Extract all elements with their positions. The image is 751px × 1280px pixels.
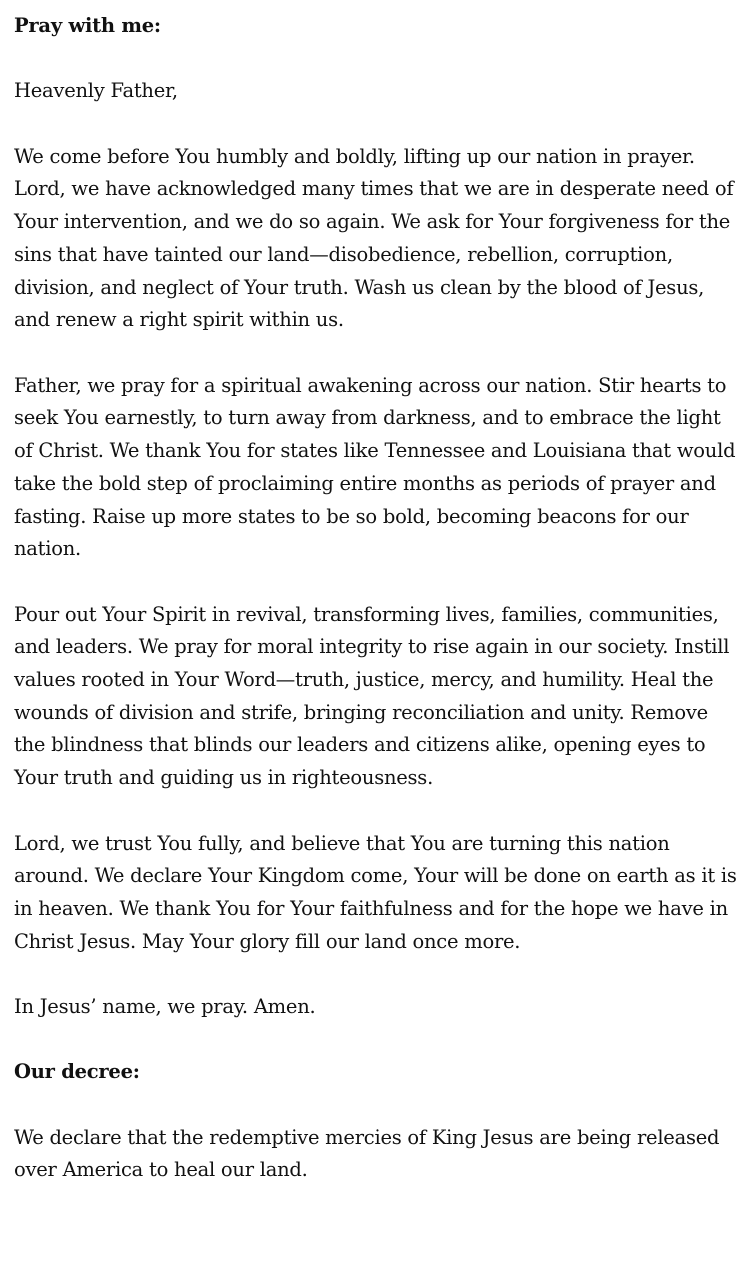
- prayer-paragraph-2: Father, we pray for a spiritual awakening across our nation. Stir hearts to seek You earnestly, to turn away from darkness, and to embrace the light of Christ. We thank You for states like Tennessee and Louisiana that would take the bold step of proclaiming entire months as periods of prayer and fasting. Raise up more states to be so bold, becoming beacons for our nation.: [14, 373, 736, 561]
- prayer-closing: In Jesus’ name, we pray. Amen.: [14, 995, 316, 1018]
- prayer-paragraph-1: We come before You humbly and boldly, lifting up our nation in prayer. Lord, we have acknowledged many times that we are in desperate need of Your intervention, and we do so again. We ask for Your forgiveness for the sins that have tainted our land—disobedience, rebellion, corruption, division, and neglect of Your truth. Wash us clean by the blood of Jesus, and renew a right spirit within us.: [14, 144, 734, 332]
- decree-text: We declare that the redemptive mercies of King Jesus are being released over America to heal our land.: [14, 1125, 720, 1182]
- prayer-paragraph-4: Lord, we trust You fully, and believe that You are turning this nation around. We declare Your Kingdom come, Your will be done on earth as it is in heaven. We thank You for Your faithfulness and for the hope we have in Christ Jesus. May Your glory fill our land once more.: [14, 831, 737, 953]
- decree-heading: Our decree:: [14, 1060, 140, 1084]
- prayer-heading: Pray with me:: [14, 14, 161, 37]
- prayer-salutation: Heavenly Father,: [14, 79, 178, 103]
- prayer-paragraph-3: Pour out Your Spirit in revival, transforming lives, families, communities, and leaders. We pray for moral integrity to rise again in our society. Instill values rooted in Your Word—truth, justice, mercy, and humility. Heal the wounds of division and strife, bringing reconciliation and unity. Remove the blindness that blinds our leaders and citizens alike, opening eyes to Your truth and guiding us in righteousness.: [14, 602, 730, 790]
